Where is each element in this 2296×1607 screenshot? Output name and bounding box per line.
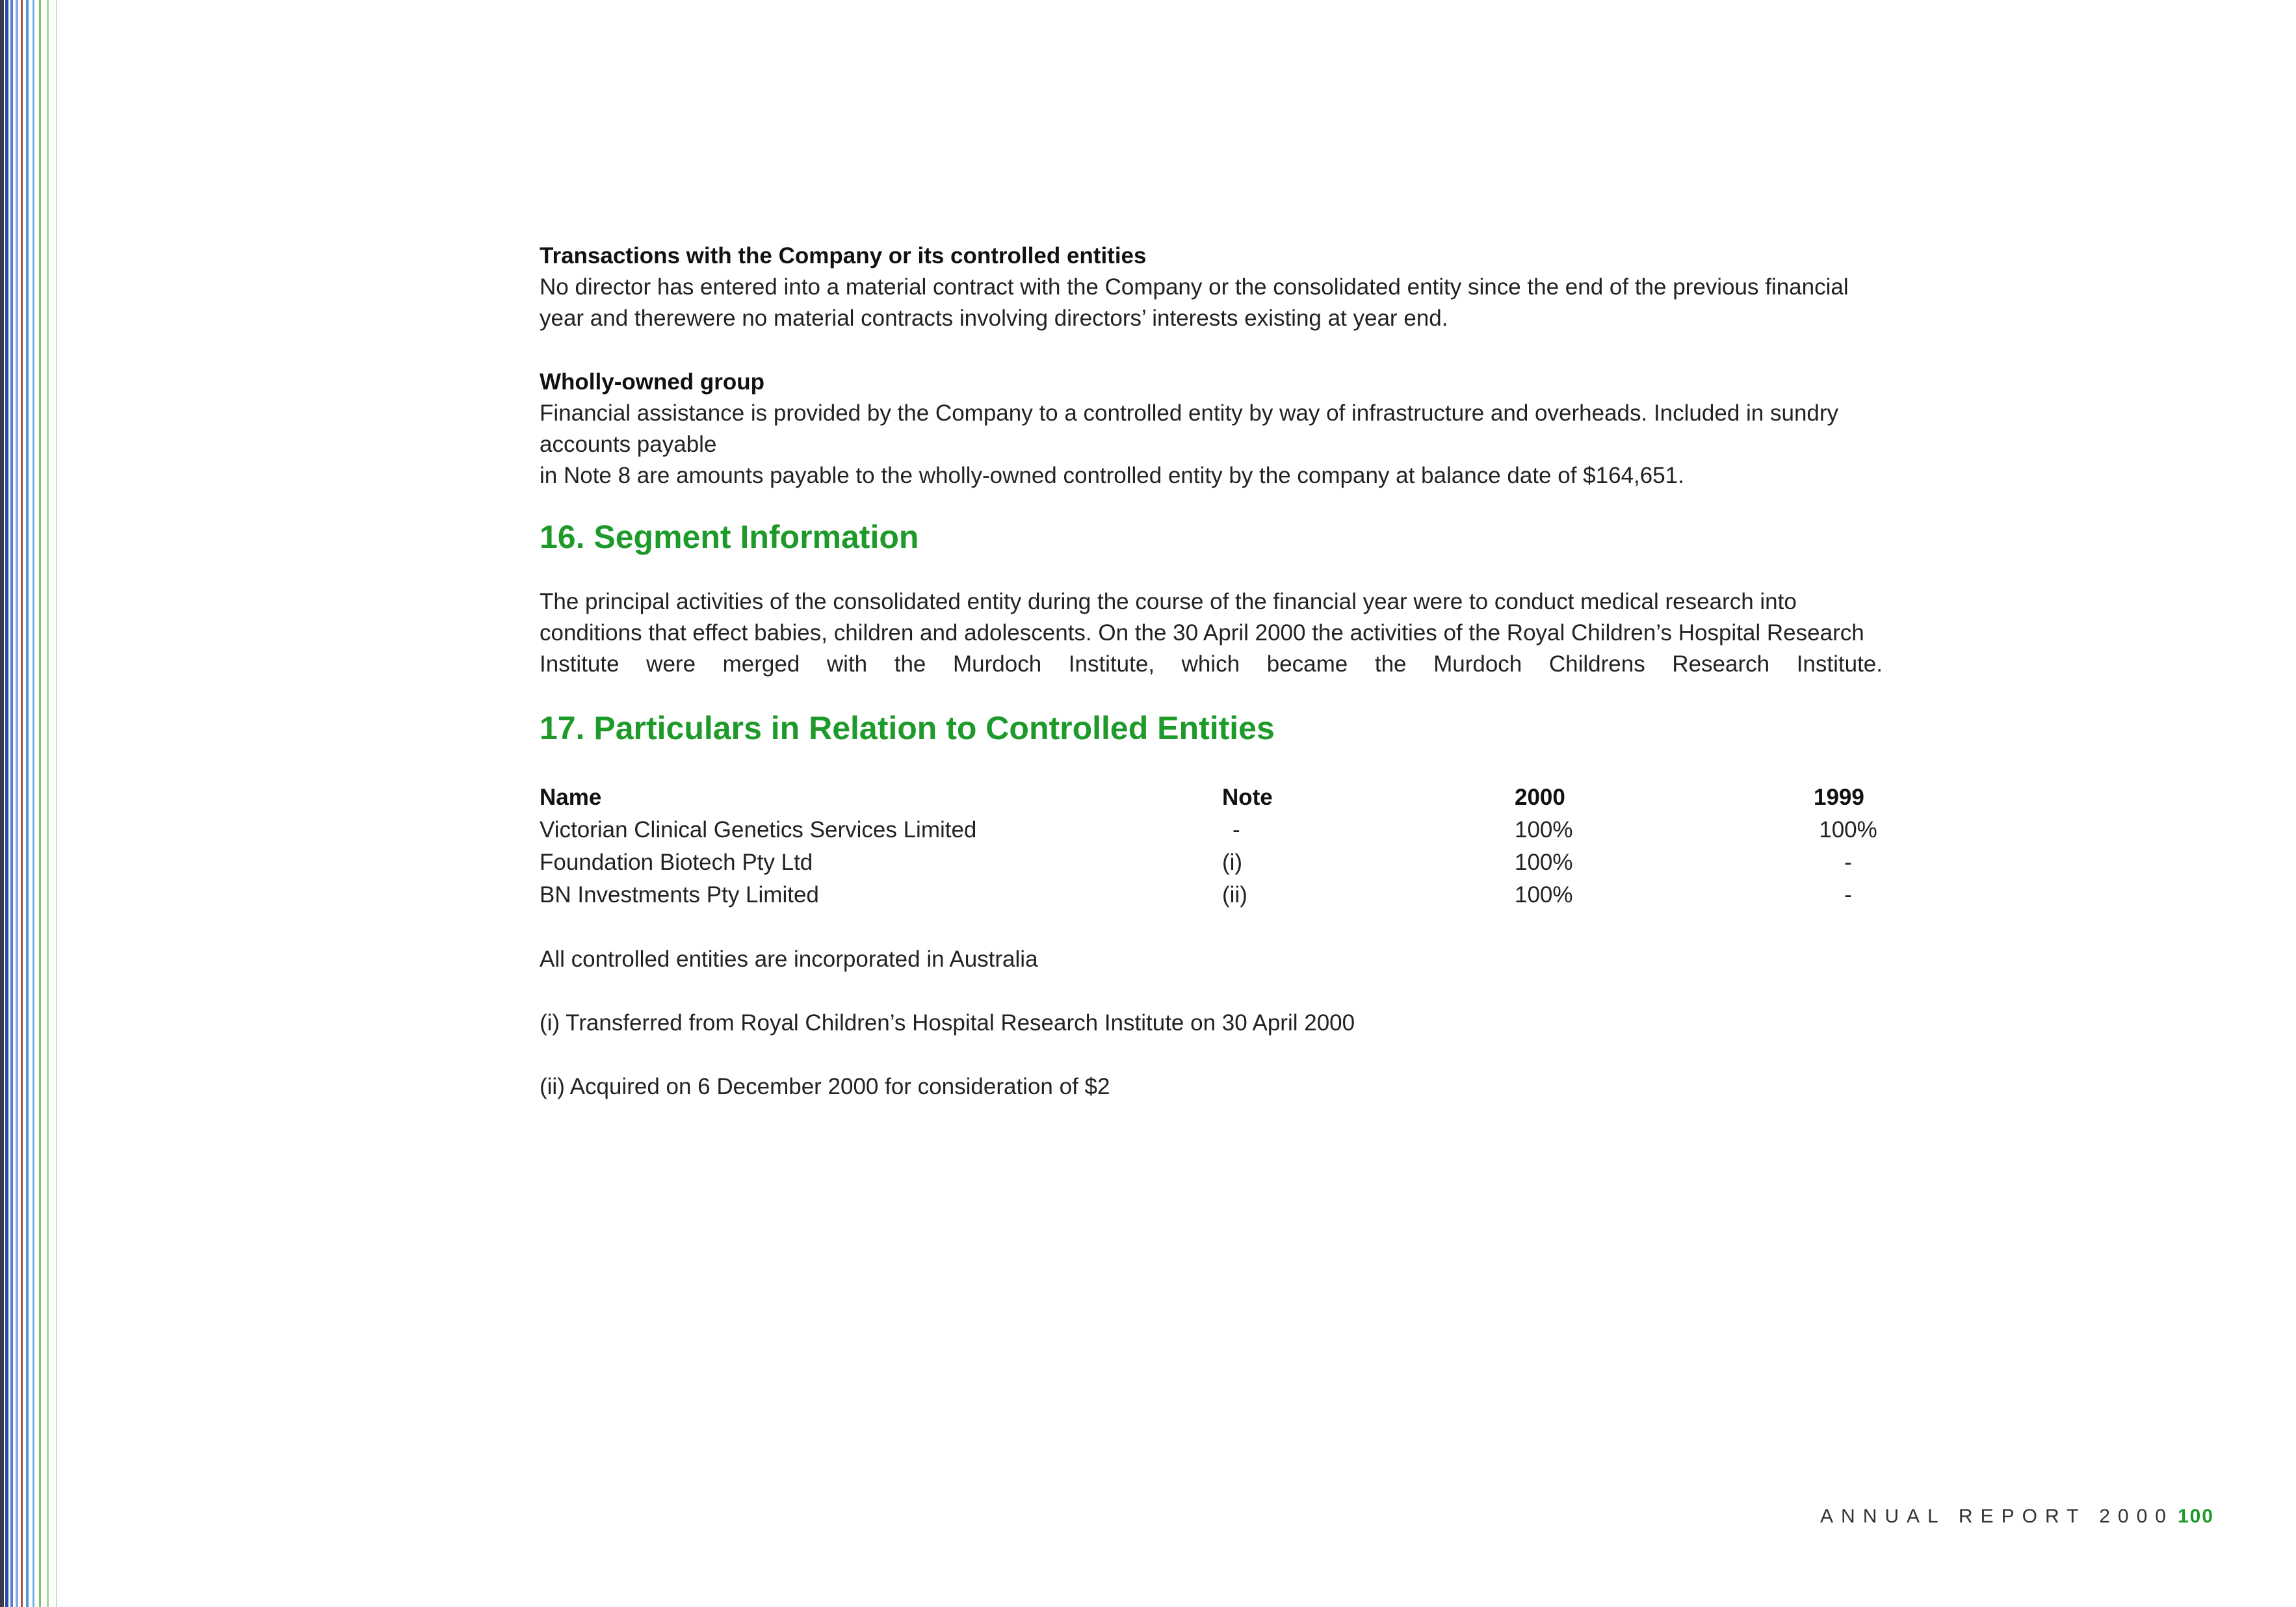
- transactions-line: No director has entered into a material contract with the Company or the consolidated entity since the end of the previous financial: [540, 274, 1849, 300]
- entity-2000: 100%: [1515, 882, 1573, 908]
- table-row: [540, 846, 1883, 879]
- entity-note: -: [1233, 817, 1240, 843]
- segment-line: conditions that effect babies, children and adolescents. On the 30 April 2000 the activities of the Royal Children’s Hospital Research: [540, 620, 1864, 646]
- entity-note: (ii): [1222, 882, 1247, 908]
- page-edge-stripe: [5, 0, 8, 1607]
- controlled-entities-table: [540, 781, 1883, 911]
- table-row: [540, 879, 1883, 911]
- column-header-name: Name: [540, 785, 602, 810]
- transactions-section: [540, 241, 1883, 334]
- wholly-owned-line: accounts payable: [540, 432, 717, 457]
- wholly-owned-line: Financial assistance is provided by the Company to a controlled entity by way of infrastructure and overheads. Included in sundry: [540, 400, 1839, 426]
- table-row: [540, 814, 1883, 846]
- footnote-ii: (ii) Acquired on 6 December 2000 for consideration of $2: [540, 1074, 1110, 1099]
- entity-1999: -: [1844, 850, 1852, 875]
- entity-name: Foundation Biotech Pty Ltd: [540, 850, 813, 875]
- page-edge-stripe: [39, 0, 41, 1607]
- footnote-i: (i) Transferred from Royal Children’s Hospital Research Institute on 30 April 2000: [540, 1010, 1355, 1036]
- page-edge-stripe: [16, 0, 18, 1607]
- page-edge-stripe: [0, 0, 4, 1607]
- segment-heading: 16. Segment Information: [540, 519, 919, 555]
- segment-line: The principal activities of the consolidated entity during the course of the financial year were to conduct medical research into: [540, 589, 1797, 614]
- transactions-line: year and therewere no material contracts involving directors’ interests existing at year end.: [540, 306, 1448, 331]
- incorporated-note: All controlled entities are incorporated in Australia: [540, 947, 1038, 972]
- page-edge-stripe: [10, 0, 13, 1607]
- footer-label: ANNUAL REPORT 2000: [1820, 1506, 2174, 1527]
- controlled-entities-heading: 17. Particulars in Relation to Controlled Entities: [540, 710, 1275, 746]
- page-footer: [1820, 1506, 2214, 1528]
- table-header-row: [540, 781, 1883, 814]
- entity-1999: -: [1844, 882, 1852, 908]
- page-edge-decoration: [0, 0, 73, 1607]
- page-number: 100: [2177, 1506, 2214, 1527]
- wholly-owned-heading: Wholly-owned group: [540, 369, 765, 395]
- entity-name: Victorian Clinical Genetics Services Limited: [540, 817, 977, 843]
- column-header-note: Note: [1222, 785, 1273, 810]
- page-edge-stripe: [47, 0, 49, 1607]
- page-edge-stripe: [21, 0, 23, 1607]
- page-edge-stripe: [56, 0, 57, 1607]
- segment-section: [540, 516, 1883, 680]
- segment-line: Institute were merged with the Murdoch Institute, which became the Murdoch Childrens Research Institute.: [540, 651, 1883, 677]
- entity-2000: 100%: [1515, 850, 1573, 875]
- page-edge-stripe: [26, 0, 29, 1607]
- document-body: [540, 241, 1883, 1103]
- entity-2000: 100%: [1515, 817, 1573, 843]
- entity-name: BN Investments Pty Limited: [540, 882, 819, 908]
- controlled-entities-section: [540, 707, 1883, 1103]
- page-edge-stripe: [33, 0, 34, 1607]
- column-header-1999: 1999: [1814, 785, 1864, 810]
- column-header-2000: 2000: [1515, 785, 1565, 810]
- entity-note: (i): [1222, 850, 1243, 875]
- wholly-owned-line: in Note 8 are amounts payable to the wholly-owned controlled entity by the company at balance date of $164,651.: [540, 463, 1684, 488]
- wholly-owned-section: [540, 367, 1883, 491]
- transactions-heading: Transactions with the Company or its controlled entities: [540, 243, 1147, 268]
- entity-1999: 100%: [1819, 817, 1877, 843]
